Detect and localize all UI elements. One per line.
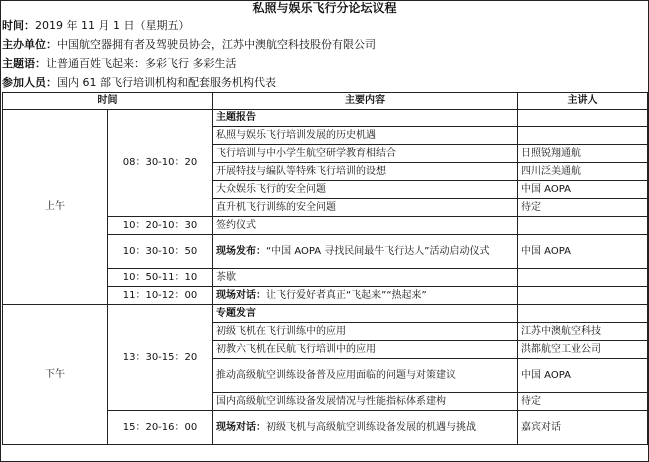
- content-cell: 直升机飞行训练的安全问题: [213, 199, 518, 217]
- header-content: 主要内容: [213, 93, 518, 110]
- time-cell: 13：30-15：20: [108, 305, 213, 411]
- speaker-cell: 日照锐翔通航: [518, 145, 648, 163]
- content-cell: [213, 235, 518, 269]
- info-attendees-label: 参加人员：: [2, 76, 57, 89]
- section-title: 主题报告: [213, 110, 518, 127]
- period-afternoon: 下午: [3, 305, 108, 445]
- speaker-cell: 待定: [518, 393, 648, 411]
- content-cell: 初教六飞机在民航飞行培训中的应用: [213, 341, 518, 359]
- info-time-label: 时间：: [2, 19, 35, 32]
- header-time: 时间: [3, 93, 213, 110]
- agenda-table: [2, 92, 648, 445]
- content-cell: [213, 411, 518, 445]
- speaker-cell: 中国 AOPA: [518, 235, 648, 269]
- content-cell: [213, 287, 518, 305]
- content-text: 初级飞机与高级航空训练设备发展的机遇与挑战: [266, 421, 476, 433]
- speaker-cell: [518, 217, 648, 235]
- content-cell: 签约仪式: [213, 217, 518, 235]
- content-cell: 初级飞机在飞行训练中的应用: [213, 323, 518, 341]
- info-time-value: 2019 年 11 月 1 日（星期五）: [35, 19, 190, 32]
- time-cell: 11：10-12：00: [108, 287, 213, 305]
- info-host-value: 中国航空器拥有者及驾驶员协会，江苏中澳航空科技股份有限公司: [57, 38, 376, 51]
- content-text: “中国 AOPA 寻找民间最牛飞行达人”活动启动仪式: [266, 245, 490, 257]
- content-cell: 飞行培训与中小学生航空研学教育相结合: [213, 145, 518, 163]
- speaker-cell: 嘉宾对话: [518, 411, 648, 445]
- time-cell: 08：30-10：20: [108, 110, 213, 217]
- info-theme-label: 主题语：: [2, 57, 46, 70]
- content-bold-label: 现场对话：: [216, 289, 266, 301]
- speaker-cell: 中国 AOPA: [518, 359, 648, 393]
- speaker-cell: 待定: [518, 199, 648, 217]
- speaker-cell: [518, 305, 648, 323]
- content-bold-label: 现场发布：: [216, 245, 266, 257]
- info-theme: [2, 55, 647, 72]
- speaker-cell: [518, 110, 648, 127]
- section-title: 专题发言: [213, 305, 518, 323]
- content-cell: 私照与娱乐飞行培训发展的历史机遇: [213, 127, 518, 145]
- info-theme-value: 让普通百姓飞起来：多彩飞行 多彩生活: [46, 57, 237, 70]
- speaker-cell: 四川泛美通航: [518, 163, 648, 181]
- content-cell: 大众娱乐飞行的安全问题: [213, 181, 518, 199]
- period-morning: 上午: [3, 110, 108, 305]
- info-attendees-value: 国内 61 部飞行培训机构和配套服务机构代表: [57, 76, 276, 89]
- speaker-cell: 中国 AOPA: [518, 181, 648, 199]
- content-text: 让飞行爱好者真正“飞起来”“热起来”: [266, 289, 427, 301]
- document-title: 私照与娱乐飞行分论坛议程: [252, 1, 397, 15]
- content-cell: 茶歇: [213, 269, 518, 287]
- info-host-label: 主办单位：: [2, 38, 57, 51]
- header-speaker: 主讲人: [518, 93, 648, 110]
- speaker-cell: [518, 127, 648, 145]
- table-row: [3, 110, 648, 127]
- time-cell: 15：20-16：00: [108, 411, 213, 445]
- content-cell: 推动高级航空训练设备普及应用面临的问题与对策建议: [213, 359, 518, 393]
- info-host: [2, 36, 647, 53]
- table-row: [3, 305, 648, 323]
- speaker-cell: 洪都航空工业公司: [518, 341, 648, 359]
- time-cell: 10：30-10：50: [108, 235, 213, 269]
- time-cell: 10：50-11：10: [108, 269, 213, 287]
- time-cell: 10：20-10：30: [108, 217, 213, 235]
- speaker-cell: [518, 287, 648, 305]
- speaker-cell: 江苏中澳航空科技: [518, 323, 648, 341]
- speaker-cell: [518, 269, 648, 287]
- info-time: [2, 17, 647, 34]
- info-attendees: [2, 74, 647, 91]
- content-bold-label: 现场对话：: [216, 421, 266, 433]
- content-cell: 国内高级航空训练设备发展情况与性能指标体系建构: [213, 393, 518, 411]
- table-header-row: [3, 93, 648, 110]
- content-cell: 开展特技与编队等特殊飞行培训的设想: [213, 163, 518, 181]
